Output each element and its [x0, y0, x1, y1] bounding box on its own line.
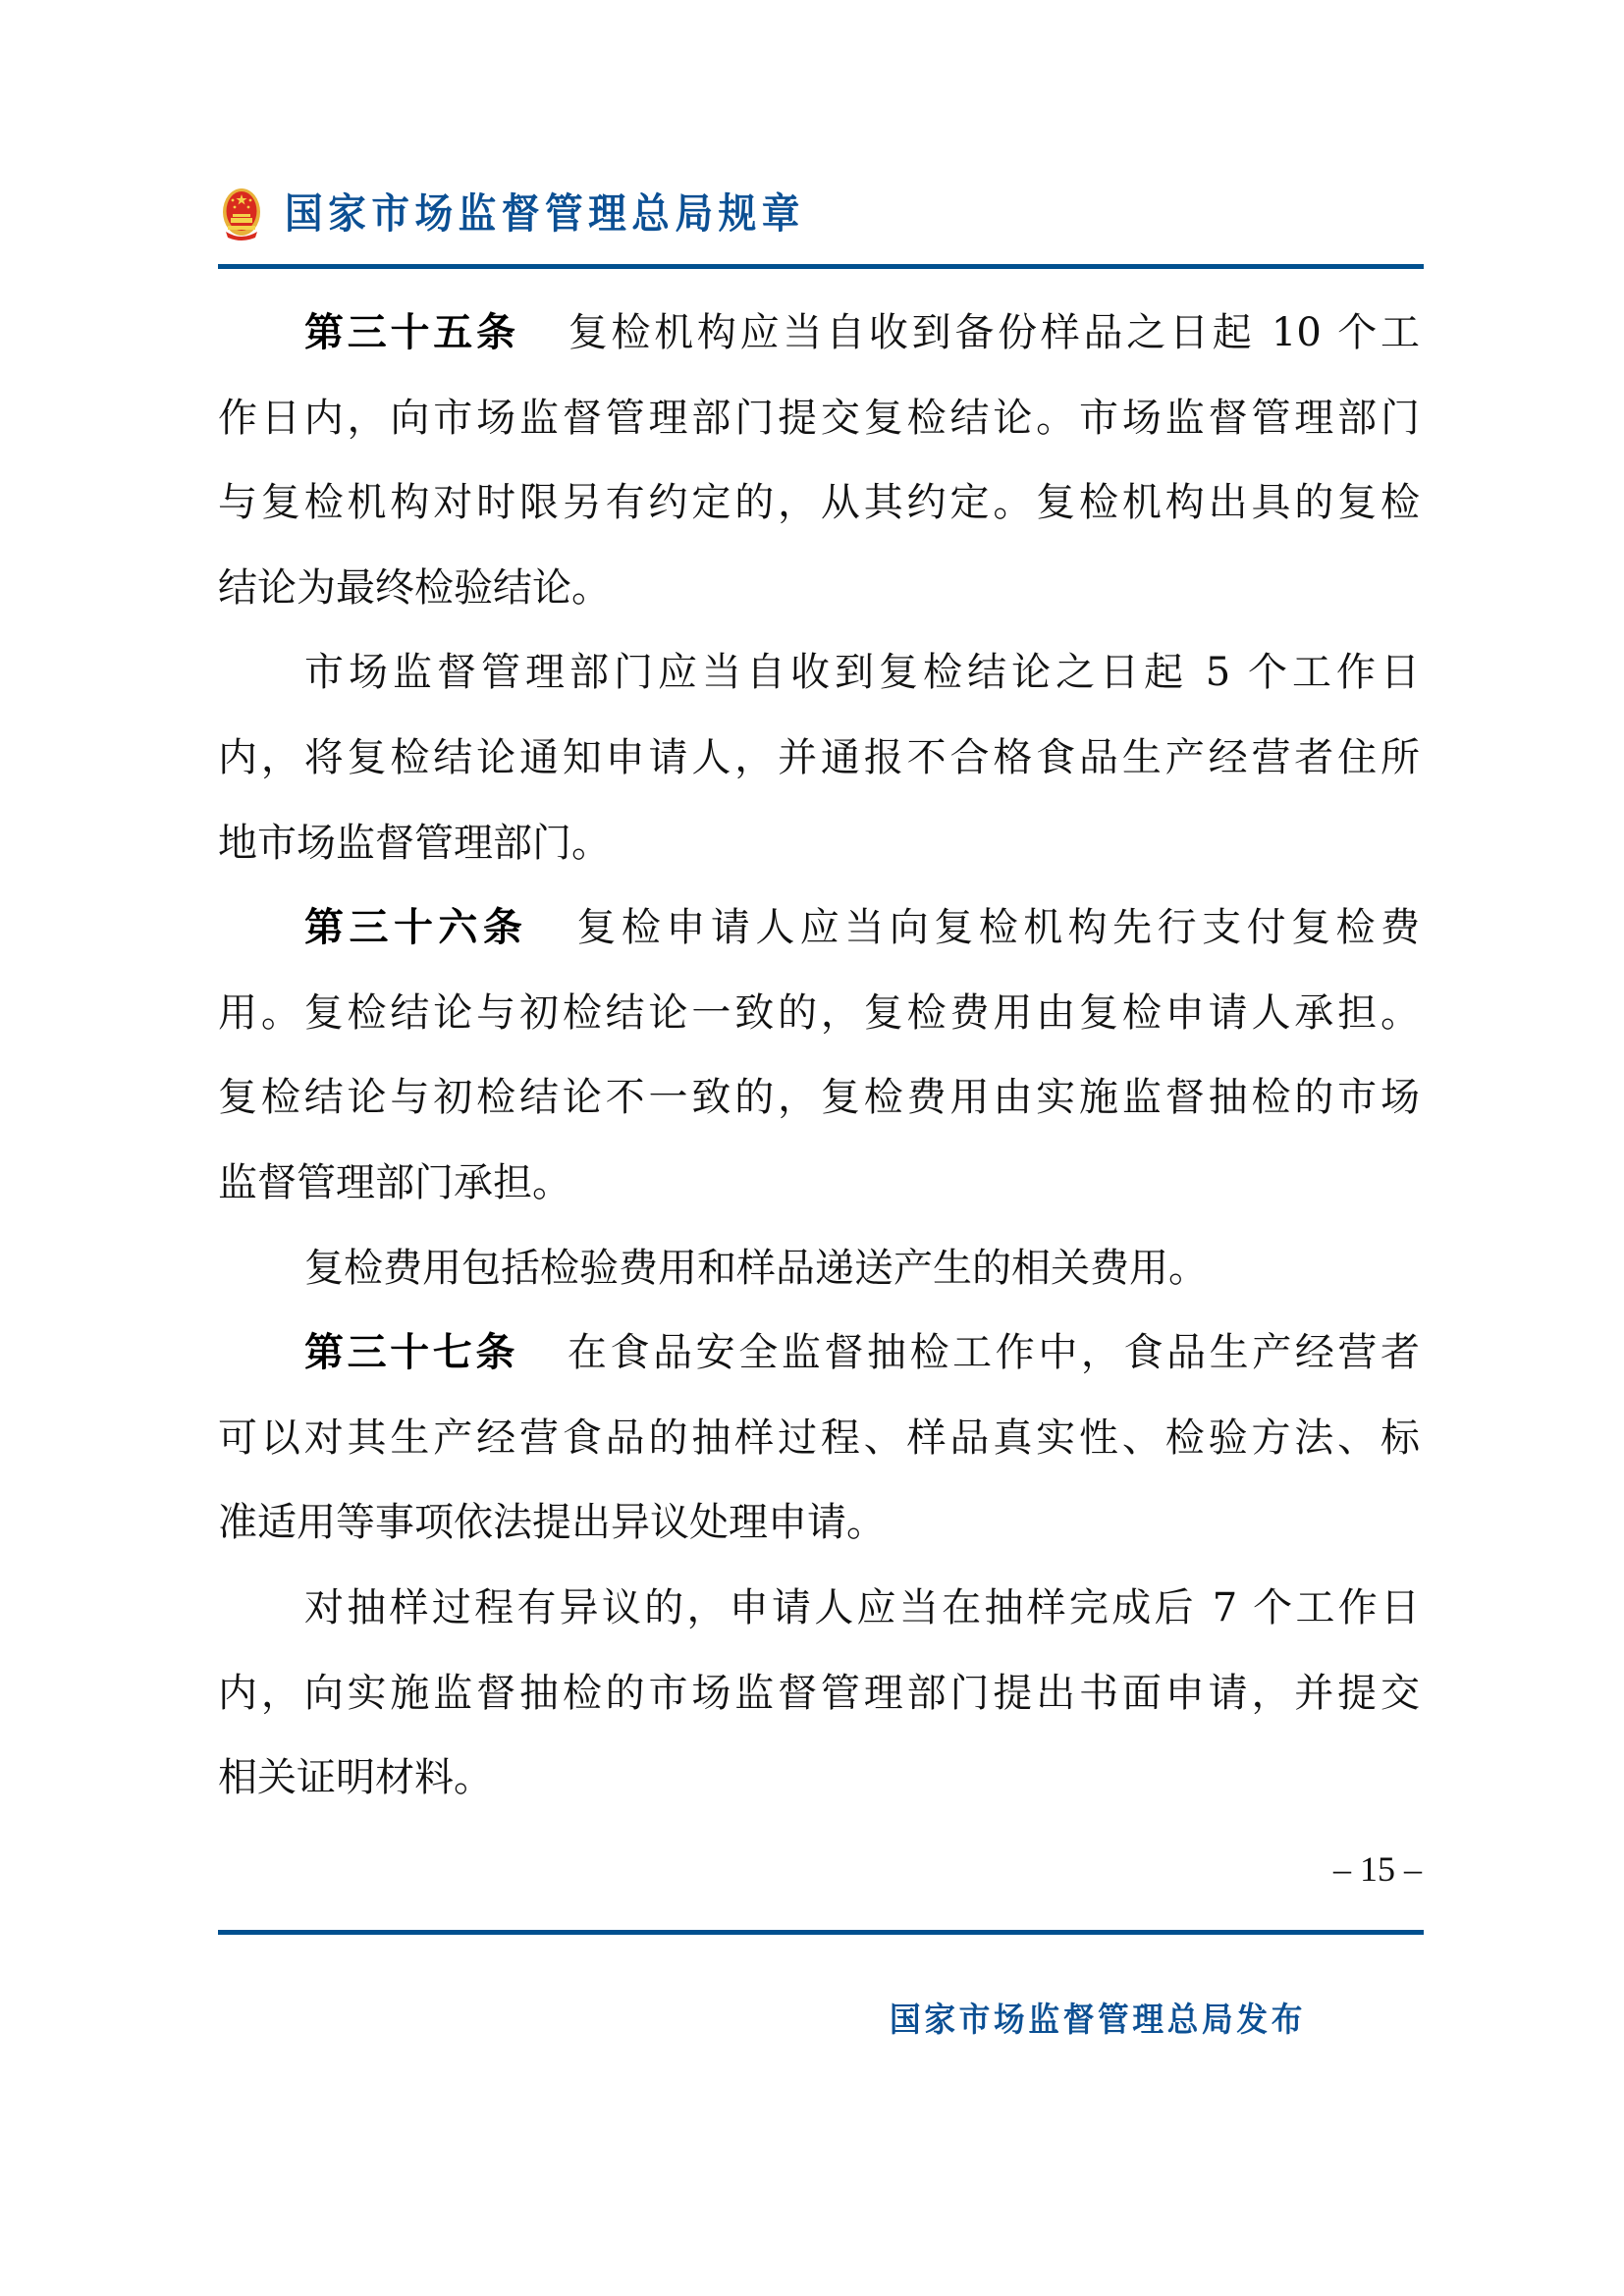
page-number: – 15 –	[1333, 1849, 1422, 1889]
header-title: 国家市场监督管理总局规章	[285, 189, 805, 238]
paragraph-text: 在食品安全监督抽检工作中，食品生产经营者	[567, 1330, 1421, 1376]
article-number: 第三十五条	[304, 310, 519, 355]
article-36-line-4: 监督管理部门承担。	[218, 1160, 571, 1205]
paragraph-6-line-2: 内，向实施监督抽检的市场监督管理部门提出书面申请，并提交	[218, 1670, 1420, 1716]
footer-publisher: 国家市场监督管理总局发布	[890, 2001, 1307, 2040]
article-35-line-3: 与复检机构对时限另有约定的，从其约定。复检机构出具的复检	[218, 480, 1420, 526]
footer-divider	[218, 1930, 1424, 1935]
article-37-line-1	[304, 1310, 1420, 1396]
paragraph-6-line-3: 相关证明材料。	[218, 1755, 493, 1801]
article-37-line-2: 可以对其生产经营食品的抽样过程、样品真实性、检验方法、标	[218, 1415, 1420, 1461]
article-36-line-2: 用。复检结论与初检结论一致的，复检费用由复检申请人承担。	[218, 989, 1420, 1036]
article-number: 第三十六条	[304, 905, 528, 951]
paragraph-2-line-1: 市场监督管理部门应当自收到复检结论之日起 5 个工作日	[304, 650, 1420, 696]
page-header	[218, 181, 1424, 249]
paragraph-2-line-3: 地市场监督管理部门。	[218, 820, 611, 866]
article-35-line-2: 作日内，向市场监督管理部门提交复检结论。市场监督管理部门	[218, 395, 1420, 441]
paragraph-text: 复检申请人应当向复检机构先行支付复检费	[576, 905, 1421, 951]
article-36-line-3: 复检结论与初检结论不一致的，复检费用由实施监督抽检的市场	[218, 1075, 1420, 1121]
national-emblem-icon	[222, 185, 261, 243]
article-35-line-4: 结论为最终检验结论。	[218, 564, 611, 611]
article-36-line-1	[304, 885, 1420, 971]
header-divider	[218, 264, 1424, 269]
article-number: 第三十七条	[304, 1330, 518, 1376]
article-37-line-3: 准适用等事项依法提出异议处理申请。	[218, 1500, 886, 1546]
article-35-line-1	[304, 291, 1420, 376]
paragraph-text: 复检机构应当自收到备份样品之日起 10 个工	[568, 310, 1421, 355]
paragraph-6-line-1: 对抽样过程有异议的，申请人应当在抽样完成后 7 个工作日	[304, 1585, 1420, 1630]
paragraph-2-line-2: 内，将复检结论通知申请人，并通报不合格食品生产经营者住所	[218, 735, 1420, 780]
paragraph-4-line-1: 复检费用包括检验费用和样品递送产生的相关费用。	[304, 1245, 1208, 1291]
